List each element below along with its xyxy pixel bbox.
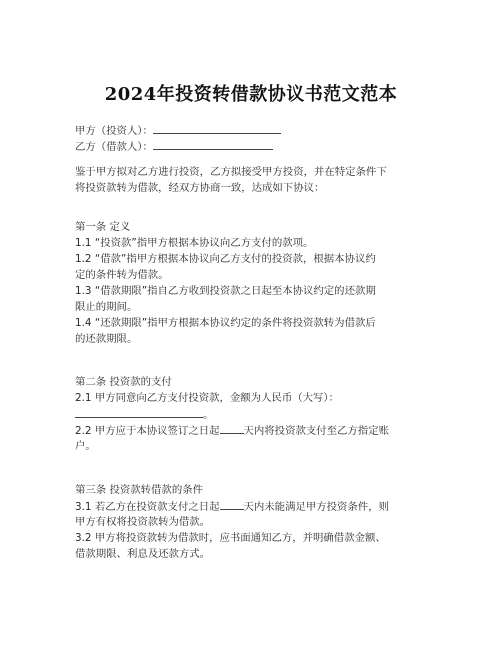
amount-suffix: 。 (203, 409, 214, 421)
article-2-line: 2.1 甲方同意向乙方支付投资款，金额为人民币（大写）： (75, 392, 339, 404)
article-1-line: 定的条件转为借款。 (75, 269, 169, 281)
article-3-heading: 第三条 投资款转借款的条件 (75, 484, 203, 496)
article-1-line: 1.4 “还款期限”指甲方根据本协议约定的条件将投资款转为借款后 (75, 317, 376, 329)
payment-days-blank (220, 422, 244, 434)
article-1-line: 1.3 “借款期限”指自乙方收到投资款之日起至本协议约定的还款期 (75, 285, 376, 297)
condition-days-prefix: 3.1 若乙方在投资款支付之日起 (75, 501, 220, 513)
preamble-line: 将投资款转为借款，经双方协商一致，达成如下协议： (75, 182, 325, 194)
document-title: 2024年投资转借款协议书范文范本 (104, 84, 398, 105)
article-1 (75, 219, 427, 347)
preamble (75, 164, 427, 196)
article-3-line (75, 498, 427, 514)
party-a-line (75, 122, 427, 138)
article-1-line: 1.2 “借款”指甲方根据本协议向乙方支付的投资款，根据本协议约 (75, 253, 376, 265)
article-1-line: 1.1 “投资款”指甲方根据本协议向乙方支付的款项。 (75, 237, 314, 249)
article-2 (75, 374, 427, 454)
amount-blank (75, 406, 203, 418)
payment-days-prefix: 2.2 甲方应于本协议签订之日起 (75, 425, 220, 437)
condition-days-suffix: 天内未能满足甲方投资条件，则 (243, 501, 389, 513)
party-b-line (75, 138, 427, 154)
article-3-line: 甲方有权将投资款转为借款。 (75, 516, 211, 528)
party-b-label: 乙方（借款人）： (75, 141, 153, 153)
article-1-line: 的还款期限。 (75, 333, 138, 345)
party-a-label: 甲方（投资人）： (75, 125, 153, 137)
payment-days-suffix: 天内将投资款支付至乙方指定账 (243, 425, 389, 437)
article-2-line (75, 422, 427, 438)
article-2-heading: 第二条 投资款的支付 (75, 376, 172, 388)
article-3 (75, 482, 427, 562)
party-a-blank (153, 122, 281, 134)
parties-section (75, 122, 427, 154)
preamble-line: 鉴于甲方拟对乙方进行投资，乙方拟接受甲方投资，并在特定条件下 (75, 166, 387, 178)
article-3-line: 借款期限、利息及还款方式。 (75, 548, 211, 560)
article-1-line: 限止的期间。 (75, 301, 138, 313)
article-1-heading: 第一条 定义 (75, 221, 131, 233)
article-2-amount-line (75, 406, 427, 422)
condition-days-blank (220, 498, 244, 510)
article-3-line: 3.2 甲方将投资款转为借款时，应书面通知乙方，并明确借款金额、 (75, 532, 386, 544)
article-2-line: 户。 (75, 440, 96, 452)
party-b-blank (153, 138, 273, 150)
